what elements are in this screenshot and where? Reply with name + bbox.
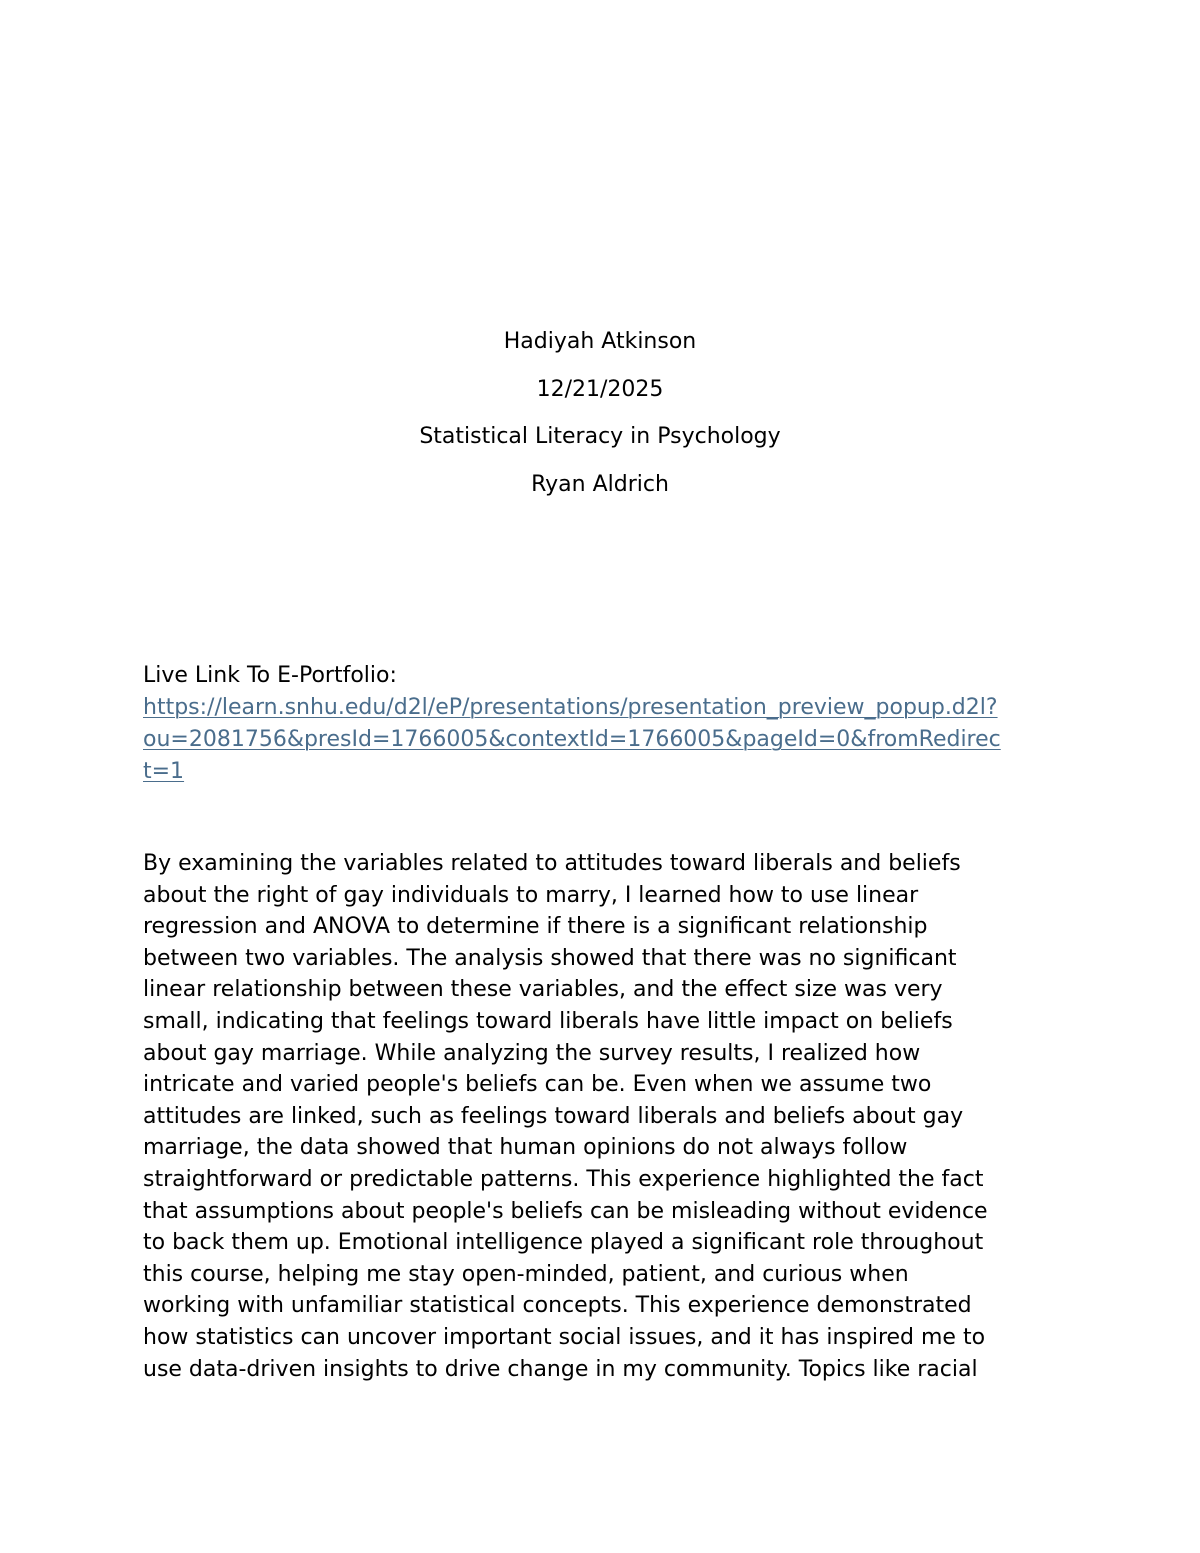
portfolio-link-line-2[interactable]: ou=2081756&presId=1766005&contextId=1766005&pageId=0&fromRedirec <box>143 727 1001 752</box>
body-line: about gay marriage. While analyzing the survey results, I realized how <box>143 1040 921 1066</box>
body-line: working with unfamiliar statistical concepts. This experience demonstrated <box>143 1293 972 1319</box>
body-line: attitudes are linked, such as feelings toward liberals and beliefs about gay <box>143 1103 964 1129</box>
course-title: Statistical Literacy in Psychology <box>419 424 781 449</box>
body-line: between two variables. The analysis showed that there was no significant <box>143 945 957 971</box>
body-line: about the right of gay individuals to marry, I learned how to use linear <box>143 882 919 908</box>
portfolio-link-line-1[interactable]: https://learn.snhu.edu/d2l/eP/presentations/presentation_preview_popup.d2l? <box>143 695 998 720</box>
body-line: to back them up. Emotional intelligence played a significant role throughout <box>143 1230 984 1256</box>
submission-date: 12/21/2025 <box>536 376 664 402</box>
body-line: linear relationship between these variables, and the effect size was very <box>143 977 943 1003</box>
body-line: that assumptions about people's beliefs can be misleading without evidence <box>143 1198 988 1224</box>
body-paragraph <box>143 848 1073 1385</box>
portfolio-link-section <box>143 660 1073 788</box>
portfolio-link[interactable] <box>143 692 1073 788</box>
body-line: how statistics can uncover important social issues, and it has inspired me to <box>143 1324 986 1350</box>
author-name: Hadiyah Atkinson <box>503 329 697 354</box>
body-line: regression and ANOVA to determine if there is a significant relationship <box>143 914 928 940</box>
body-line: By examining the variables related to attitudes toward liberals and beliefs <box>143 851 961 876</box>
body-line: small, indicating that feelings toward liberals have little impact on beliefs <box>143 1008 953 1034</box>
body-line: intricate and varied people's beliefs can be. Even when we assume two <box>143 1072 932 1098</box>
portfolio-link-line-3[interactable]: t=1 <box>143 759 185 784</box>
body-line: straightforward or predictable patterns. This experience highlighted the fact <box>143 1166 984 1192</box>
instructor-name: Ryan Aldrich <box>531 471 669 497</box>
portfolio-link-label: Live Link To E-Portfolio: <box>143 663 397 688</box>
body-line: use data-driven insights to drive change in my community. Topics like racial <box>143 1356 978 1382</box>
title-block <box>0 328 1200 518</box>
body-line: marriage, the data showed that human opinions do not always follow <box>143 1135 908 1161</box>
body-line: this course, helping me stay open-minded, patient, and curious when <box>143 1261 909 1287</box>
